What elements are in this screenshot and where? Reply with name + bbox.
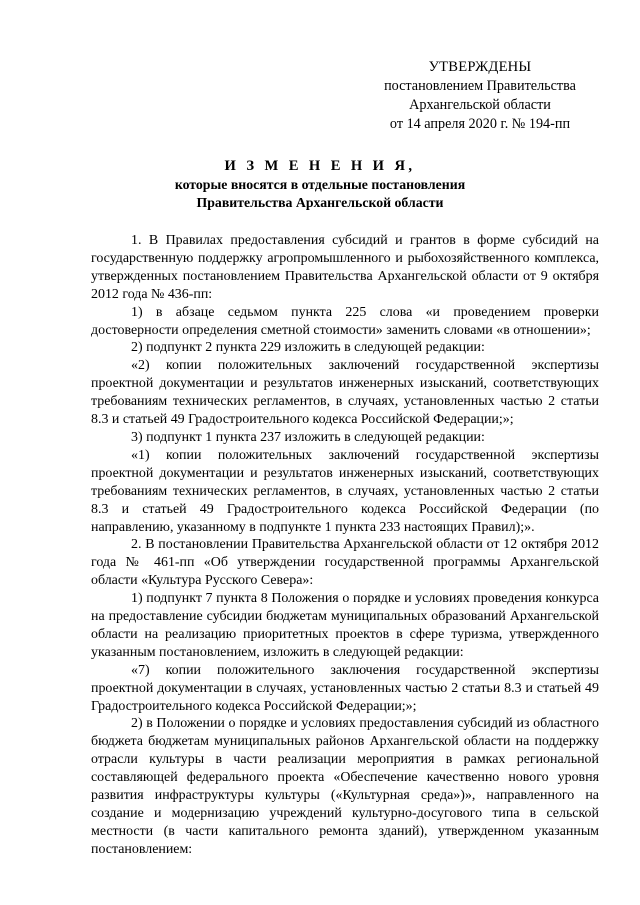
approval-stamp [380,58,580,134]
paragraph-quote: «7) копии положительного заключения государственной экспертизы проектной документации в случаях, установленных частью 2 статьи 8.3 и статьей 49 Градостроительного кодекса Российской Федерации;»; [91,662,599,714]
document-subtitle-line: которые вносятся в отдельные постановления [174,176,466,192]
paragraph-section-1: 1. В Правилах предоставления субсидий и грантов в форме субсидий на государственную поддержку агропромышленного и рыбохозяйственного комплекса, утвержденных постановлением Правительства Архангельской области от 9 октября 2012 года № 436-пп: [91,233,599,302]
document-heading [0,157,640,213]
document-title: И З М Е Н Е Н И Я, [224,158,416,174]
paragraph: 2) в Положении о порядке и условиях предоставления субсидий из областного бюджета бюджетам муниципальных районов Архангельской области на поддержку отрасли культуры в части реализации мероприятия в рамках региональной составляющей федерального проекта «Обеспечение качественно нового уровня развития инфраструктуры культуры («Культурная среда»)», направленного на создание и модернизацию учреждений культурно-досугового типа в сельской местности (в части капитального ремонта зданий), утвержденном указанным постановлением: [91,716,599,857]
approval-line: от 14 апреля 2020 г. № 194-пп [389,116,571,132]
approval-title: УТВЕРЖДЕНЫ [428,59,532,75]
approval-line: постановлением Правительства [384,78,576,94]
paragraph: 1) подпункт 7 пункта 8 Положения о порядке и условиях проведения конкурса на предоставление субсидии бюджетам муниципальных образований Архангельской области на реализацию приоритетных проектов в сфере туризма, утвержденного указанным постановлением, изложить в следующей редакции: [91,591,599,660]
paragraph-quote: «1) копии положительных заключений государственной экспертизы проектной документации и результатов инженерных изысканий, соответствующих требованиям технических регламентов, в случаях, установленных частью 2 статьи 8.3 и статьей 49 Градостроительного кодекса Российской Федерации (по направлению, указанному в подпункте 1 пункта 233 настоящих Правил);». [91,447,599,535]
document-body [91,232,599,859]
paragraph: 2) подпункт 2 пункта 229 изложить в следующей редакции: [131,340,485,356]
paragraph-section-2: 2. В постановлении Правительства Архангельской области от 12 октября 2012 года № 461-пп «Об утверждении государственной программы Архангельской области «Культура Русского Севера»: [91,537,599,589]
paragraph: 1) в абзаце седьмом пункта 225 слова «и проведением проверки достоверности определения сметной стоимости» заменить словами «в отношении»; [91,304,599,338]
document-subtitle-line: Правительства Архангельской области [196,195,444,210]
approval-line: Архангельской области [409,97,551,113]
paragraph-quote: «2) копии положительных заключений государственной экспертизы проектной документации и результатов инженерных изысканий, соответствующих требованиям технических регламентов, в случаях, установленных частью 2 статьи 8.3 и статьей 49 Градостроительного кодекса Российской Федерации;»; [91,358,599,428]
paragraph: 3) подпункт 1 пункта 237 изложить в следующей редакции: [131,429,485,445]
